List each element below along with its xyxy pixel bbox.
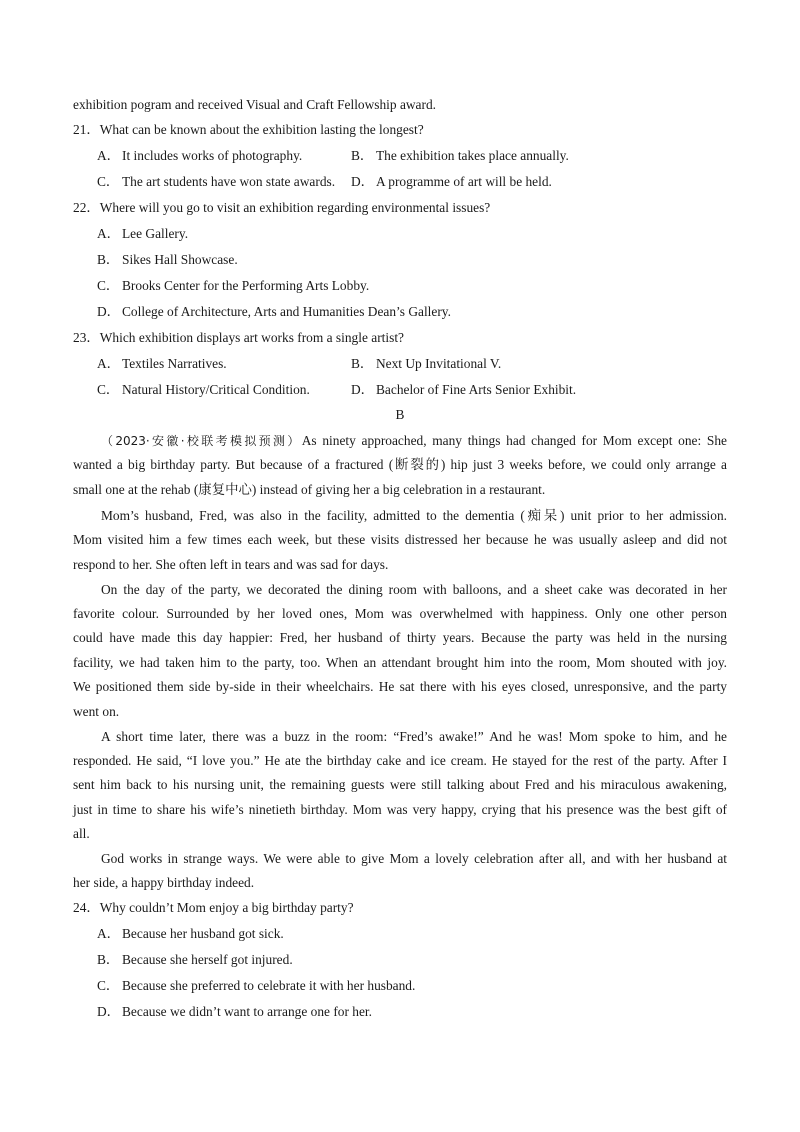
passage-p4-line2: responded. He said, “I love you.” He ate the birthday cake and ice cream. He stayed for the rest of the party. After I — [73, 753, 727, 768]
question-24 — [73, 898, 727, 918]
passage-p3-line2: favorite colour. Surrounded by her loved ones, Mom was overwhelmed with happiness. Only one other person — [73, 606, 727, 621]
option-label: C． — [97, 978, 120, 993]
q22-option-d — [97, 302, 751, 322]
option-label: A． — [97, 148, 121, 163]
option-text: A programme of art will be held. — [376, 174, 552, 189]
question-23 — [73, 328, 727, 348]
continuation-text: exhibition pogram and received Visual and Craft Fellowship award. — [73, 97, 437, 112]
question-22 — [73, 198, 727, 218]
option-text: Because she preferred to celebrate it with her husband. — [122, 978, 416, 993]
passage-p3-line6: went on. — [73, 704, 120, 719]
question-number: 24． — [73, 900, 100, 915]
q22-option-b — [97, 250, 751, 270]
option-text: Textiles Narratives. — [122, 356, 227, 371]
passage-p3-line3: could have made this day happier: Fred, her husband of thirty years. Because the party was held in the nursing — [73, 630, 727, 645]
option-text: The exhibition takes place annually. — [376, 148, 569, 163]
passage-p2-line2: Mom visited him a few times each week, but these visits distressed her because he was usually asleep and did not — [73, 532, 727, 547]
option-label: D． — [97, 1004, 121, 1019]
passage-p4-line4: just in time to share his wife’s ninetieth birthday. Mom was very happy, crying that his presence was the best gift of — [73, 802, 727, 817]
option-label: B． — [97, 252, 120, 267]
q21-option-a — [97, 146, 357, 166]
question-number: 21． — [73, 122, 100, 137]
option-text: The art students have won state awards. — [122, 174, 336, 189]
section-heading-b: B — [395, 407, 405, 422]
option-text: Sikes Hall Showcase. — [122, 252, 238, 267]
q21-option-b — [351, 146, 651, 166]
q23-option-b — [351, 354, 651, 374]
q22-option-a — [97, 224, 751, 244]
question-number: 23． — [73, 330, 100, 345]
option-label: A． — [97, 226, 121, 241]
option-text: Next Up Invitational V. — [376, 356, 502, 371]
q24-option-c — [97, 976, 751, 996]
question-text: Which exhibition displays art works from a single artist? — [99, 330, 404, 345]
option-label: B． — [351, 148, 374, 163]
option-text: Because her husband got sick. — [122, 926, 284, 941]
passage-p4-line3: sent him back to his nursing unit, the remaining guests were still talking about Fred and his miraculous awakening, — [73, 777, 727, 792]
source-tag: （2023·安徽·校联考模拟预测） — [101, 434, 302, 448]
passage-p3-line4: facility, we had taken him to the party, too. When an attendant brought him into the room, Mom shouted with joy. — [73, 655, 727, 670]
question-text: What can be known about the exhibition lasting the longest? — [99, 122, 424, 137]
option-text: Bachelor of Fine Arts Senior Exhibit. — [376, 382, 577, 397]
passage-p2-line1: Mom’s husband, Fred, was also in the facility, admitted to the dementia (痴呆) unit prior to her admission. — [101, 508, 727, 523]
q24-option-d — [97, 1002, 751, 1022]
passage-p1-line3: small one at the rehab (康复中心) instead of giving her a big celebration in a restaurant. — [73, 482, 546, 497]
option-text: Natural History/Critical Condition. — [122, 382, 310, 397]
passage-p5-line1: God works in strange ways. We were able to give Mom a lovely celebration after all, and with her husband at — [101, 851, 727, 866]
option-label: D． — [351, 174, 375, 189]
q24-option-b — [97, 950, 751, 970]
option-text: Because she herself got injured. — [122, 952, 293, 967]
option-label: B． — [351, 356, 374, 371]
option-label: C． — [97, 278, 120, 293]
option-text: Lee Gallery. — [122, 226, 189, 241]
q23-option-a — [97, 354, 357, 374]
passage-p3-line1: On the day of the party, we decorated the dining room with balloons, and a sheet cake was decorated in her — [101, 582, 727, 597]
question-text: Why couldn’t Mom enjoy a big birthday party? — [99, 900, 354, 915]
q23-option-d — [351, 380, 651, 400]
passage-p3-line5: We positioned them side by-side in their wheelchairs. He sat there with his eyes closed, unresponsive, and the party — [73, 679, 727, 694]
passage-p1-line1 — [101, 431, 727, 451]
q24-option-a — [97, 924, 751, 944]
q21-option-d — [351, 172, 651, 192]
option-label: D． — [97, 304, 121, 319]
option-text: Because we didn’t want to arrange one for her. — [122, 1004, 372, 1019]
question-21 — [73, 120, 727, 140]
option-label: D． — [351, 382, 375, 397]
passage-p4-line1: A short time later, there was a buzz in the room: “Fred’s awake!” And he was! Mom spoke to him, and he — [101, 729, 727, 744]
passage-p1-line2: wanted a big birthday party. But because of a fractured (断裂的) hip just 3 weeks before, we could only arrange a — [73, 457, 727, 472]
option-text: It includes works of photography. — [122, 148, 303, 163]
passage-text: As ninety approached, many things had changed for Mom except one: She — [301, 433, 727, 448]
option-label: A． — [97, 356, 121, 371]
q22-option-c — [97, 276, 751, 296]
question-text: Where will you go to visit an exhibition regarding environmental issues? — [99, 200, 491, 215]
q21-option-c — [97, 172, 357, 192]
option-label: C． — [97, 174, 120, 189]
question-number: 22． — [73, 200, 100, 215]
option-text: Brooks Center for the Performing Arts Lobby. — [122, 278, 370, 293]
option-label: B． — [97, 952, 120, 967]
q23-option-c — [97, 380, 357, 400]
passage-p5-line2: her side, a happy birthday indeed. — [73, 875, 255, 890]
passage-p2-line3: respond to her. She often left in tears and was sad for days. — [73, 557, 389, 572]
option-label: C． — [97, 382, 120, 397]
option-label: A． — [97, 926, 121, 941]
passage-p4-line5: all. — [73, 826, 90, 841]
option-text: College of Architecture, Arts and Humanities Dean’s Gallery. — [122, 304, 451, 319]
